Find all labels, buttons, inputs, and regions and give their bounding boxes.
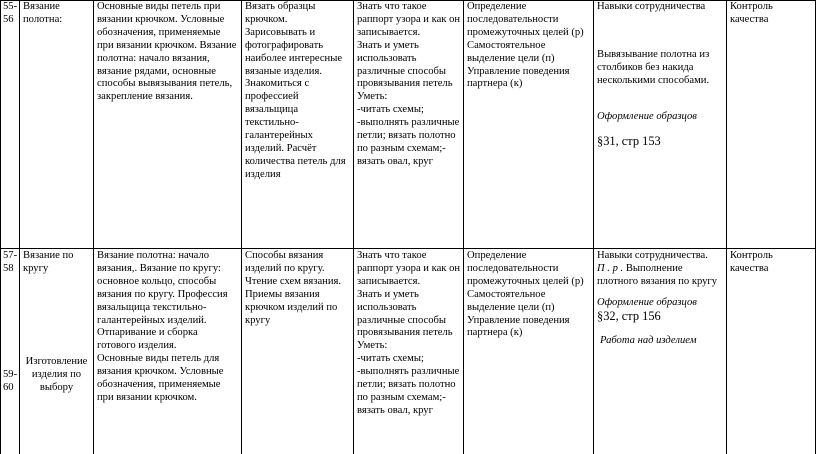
row2-lesson-number	[3, 250, 17, 276]
text-line: крючком.	[245, 13, 288, 25]
text-line: Знать что такое	[357, 1, 427, 12]
text-line: кругу	[245, 314, 271, 326]
row2-topic-b	[20, 356, 93, 395]
text-line: Управление поведения	[467, 65, 570, 77]
text-line: провязывания петель	[357, 78, 453, 90]
text-line: 58	[3, 262, 14, 274]
text-line: вязания,. Вязание по кругу:	[97, 262, 221, 274]
text-line: Основные виды петель при	[97, 1, 221, 12]
text-line: Вязание по	[23, 250, 74, 261]
text-line: 60	[3, 381, 14, 393]
text-line: столбиков без накида	[597, 61, 694, 73]
text-line: профессией	[245, 91, 299, 103]
text-line: промежуточных целей (р)	[467, 275, 584, 287]
row1-topic	[23, 1, 62, 27]
text-line: Контроль	[730, 1, 773, 12]
text-line: качества	[730, 262, 769, 274]
text-line: крючком изделий по	[245, 301, 338, 313]
text-line: последовательности	[467, 262, 559, 274]
text-line: различные способы	[357, 314, 447, 326]
text-line: текстильно-	[245, 117, 299, 129]
text-line: Работа над изделием	[600, 335, 697, 346]
row2-skills-italic-b	[600, 335, 696, 348]
text-line: раппорт узора и как он	[357, 262, 461, 274]
col-divider	[593, 0, 594, 454]
text-line: кругу	[23, 262, 49, 274]
row2-regulatory	[467, 250, 584, 340]
col-divider	[726, 0, 727, 454]
row2-topic	[23, 250, 73, 276]
text-line: 57-	[3, 250, 18, 261]
text-line: вязальщица текстильно-	[97, 301, 207, 313]
text-line: Отпаривание и сборка	[97, 327, 198, 339]
text-line: партнера (к)	[467, 78, 523, 90]
text-line: Основные виды петель для	[97, 353, 220, 365]
text-line: последовательности	[467, 13, 559, 25]
text-line: Управление поведения	[467, 314, 570, 326]
row1-knowledge	[357, 1, 460, 169]
text-line: Вязать образцы	[245, 1, 316, 12]
row2-content	[97, 250, 228, 405]
text-line: Вязание	[23, 1, 60, 12]
text-line: при вязании крючком.	[97, 391, 197, 403]
text-line: обозначения, применяемые	[97, 379, 221, 391]
text-line: вязания по кругу. Профессия	[97, 288, 228, 300]
text-line: вязальщица	[245, 104, 299, 116]
text-line: §32, стр 156	[597, 309, 661, 323]
practical-work-label: П . р .	[597, 262, 624, 274]
text-line: петли; вязать полотно	[357, 130, 456, 142]
text-line: Вязание полотна: начало	[97, 250, 210, 261]
text-line: -выполнять различные	[357, 366, 460, 378]
text-line: обозначения, применяемые	[97, 26, 221, 38]
row1-regulatory	[467, 1, 584, 91]
row1-skills-practice	[597, 49, 709, 88]
text-line: использовать	[357, 52, 417, 64]
col-divider	[241, 0, 242, 454]
text-line: Приемы вязания	[245, 288, 320, 300]
text-line: Контроль	[730, 250, 773, 261]
row1-control	[730, 1, 773, 27]
text-line: вязать овал, круг	[357, 404, 433, 416]
col-divider	[0, 0, 1, 454]
text-line: изделия по	[31, 368, 82, 380]
text-line: петли; вязать полотно	[357, 379, 456, 391]
row2-activity	[245, 250, 341, 327]
text-line: 56	[3, 13, 14, 25]
col-divider	[463, 0, 464, 454]
text-line: Самостоятельное	[467, 288, 546, 300]
text-line: 59-	[3, 369, 18, 380]
row2-lesson-number-b	[3, 369, 17, 395]
text-line: Знать что такое	[357, 250, 427, 261]
text-line: Навыки сотрудничества	[597, 1, 706, 12]
text-line: Уметь:	[357, 340, 388, 352]
text-line: 55-	[3, 1, 18, 12]
text-line: по разным схемам;-	[357, 391, 446, 403]
text-line: изделий по кругу.	[245, 262, 325, 274]
text-line: Навыки сотрудничества.	[597, 250, 708, 261]
text-line: закрепление вязания.	[97, 91, 193, 103]
text-line: §31, стр 153	[597, 134, 661, 148]
text-line: количества петель для	[245, 155, 346, 167]
row2-knowledge	[357, 250, 460, 418]
text-line: полотна: начало вязания,	[97, 52, 210, 64]
text-line: Изготовление	[25, 356, 88, 367]
row1-activity	[245, 1, 346, 182]
text-line: способы вывязывания петель,	[97, 78, 233, 90]
text-line: вязание рядами, основные	[97, 65, 216, 77]
text-line: Зарисовывать и	[245, 26, 316, 38]
text-line: по разным схемам;-	[357, 142, 446, 154]
text-line: галантерейных	[245, 130, 313, 142]
practical-work-line	[597, 263, 717, 276]
text-line: при вязании крючком. Вязание	[97, 39, 237, 51]
text-line: партнера (к)	[467, 327, 523, 339]
text-line: наиболее интересные	[245, 52, 343, 64]
row2-skills	[597, 250, 717, 289]
text-line: Определение	[467, 1, 527, 12]
text-line: Самостоятельное	[467, 39, 546, 51]
row1-content	[97, 1, 236, 104]
text-line: несколькими способами.	[597, 74, 710, 86]
text-line: различные способы	[357, 65, 447, 77]
row2-skills-italic	[597, 297, 697, 310]
row1-lesson-number	[3, 1, 17, 27]
text-line: плотного вязания по кругу	[597, 275, 718, 287]
row2-control	[730, 250, 773, 276]
text-line: Знать и уметь	[357, 39, 419, 51]
text-line: промежуточных целей (р)	[467, 26, 584, 38]
row2-textbook-ref	[597, 309, 661, 323]
text-line: записывается.	[357, 26, 421, 38]
text-line: галантерейных изделий.	[97, 314, 207, 326]
row-divider	[0, 248, 816, 249]
practical-work-text: Выполнение	[623, 262, 683, 274]
text-line: Уметь:	[357, 91, 388, 103]
text-line: использовать	[357, 301, 417, 313]
text-line: провязывания петель	[357, 327, 453, 339]
col-divider	[353, 0, 354, 454]
text-line: Знакомиться с	[245, 78, 310, 90]
text-line: готового изделия.	[97, 340, 177, 352]
text-line: Оформление образцов	[597, 111, 697, 122]
text-line: изделий. Расчёт	[245, 142, 317, 154]
text-line: Чтение схем вязания.	[245, 275, 342, 287]
text-line: записывается.	[357, 275, 421, 287]
text-line: Вывязывание полотна из	[597, 49, 710, 60]
text-line: Знать и уметь	[357, 288, 419, 300]
text-line: вязания крючком. Условные	[97, 366, 224, 378]
text-line: Определение	[467, 250, 527, 261]
text-line: фотографировать	[245, 39, 324, 51]
text-line: раппорт узора и как он	[357, 13, 461, 25]
text-line: вязать овал, круг	[357, 155, 433, 167]
text-line: качества	[730, 13, 769, 25]
text-line: выделение цели (п)	[467, 52, 555, 64]
text-line: -выполнять различные	[357, 117, 460, 129]
text-line: Способы вязания	[245, 250, 324, 261]
text-line: изделия	[245, 168, 281, 180]
text-line: Оформление образцов	[597, 297, 697, 308]
row1-textbook-ref	[597, 134, 661, 148]
row1-skills	[597, 1, 705, 14]
text-line: -читать схемы;	[357, 353, 424, 365]
text-line: выделение цели (п)	[467, 301, 555, 313]
text-line: основное кольцо, способы	[97, 275, 217, 287]
text-line: полотна:	[23, 13, 63, 25]
text-line: вязании крючком. Условные	[97, 13, 225, 25]
text-line: -читать схемы;	[357, 104, 424, 116]
text-line: вязаные изделия.	[245, 65, 322, 77]
col-divider	[93, 0, 94, 454]
row1-skills-italic	[597, 111, 697, 124]
text-line: выбору	[39, 381, 74, 393]
